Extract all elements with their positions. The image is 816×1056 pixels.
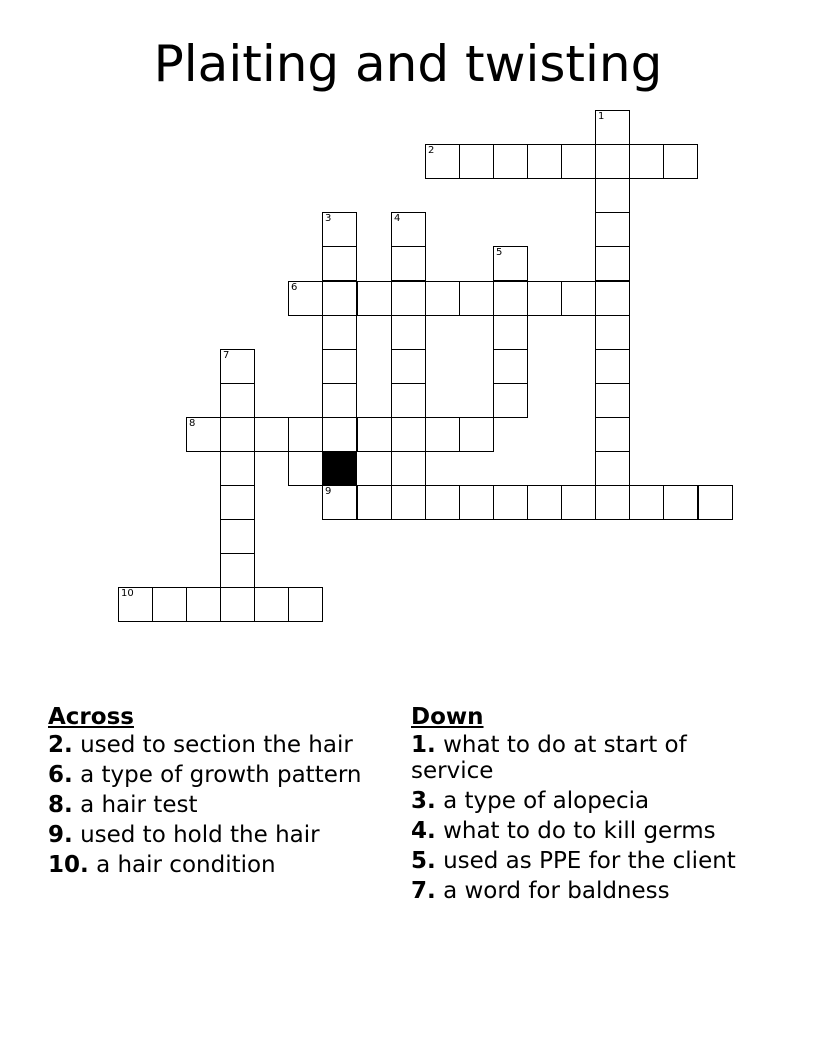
across-clue xyxy=(48,852,378,878)
down-clue xyxy=(411,878,751,904)
clue-text: used to hold the hair xyxy=(80,822,320,848)
grid-cell[interactable] xyxy=(322,212,357,247)
grid-cell[interactable] xyxy=(629,485,664,520)
clue-number: 9. xyxy=(48,822,73,848)
clue-text: used to section the hair xyxy=(80,732,353,758)
across-clue xyxy=(48,792,378,818)
grid-cell[interactable] xyxy=(220,383,255,418)
down-clue xyxy=(411,732,751,784)
clue-number-label: 6 xyxy=(291,282,298,293)
grid-cell[interactable] xyxy=(186,587,221,622)
clue-text: a word for baldness xyxy=(443,878,670,904)
grid-cell[interactable] xyxy=(152,587,187,622)
clue-number-label: 9 xyxy=(325,486,332,497)
grid-cell[interactable] xyxy=(595,315,630,350)
clue-text: a type of alopecia xyxy=(443,788,650,814)
grid-cell[interactable] xyxy=(425,281,460,316)
clue-text: used as PPE for the client xyxy=(443,848,736,874)
grid-cell[interactable] xyxy=(493,246,528,281)
grid-cell[interactable] xyxy=(357,281,392,316)
grid-cell[interactable] xyxy=(459,417,494,452)
clue-number: 3. xyxy=(411,788,436,814)
clue-text: a hair test xyxy=(80,792,198,818)
grid-cell[interactable] xyxy=(220,417,255,452)
clue-number: 5. xyxy=(411,848,436,874)
clue-number-label: 3 xyxy=(325,213,332,224)
down-clue-list xyxy=(411,732,751,904)
grid-cell[interactable] xyxy=(391,349,426,384)
down-clue xyxy=(411,818,751,844)
clue-text: what to do at start of service xyxy=(411,732,687,784)
across-clue xyxy=(48,822,378,848)
clue-text: a hair condition xyxy=(96,852,276,878)
grid-cell[interactable] xyxy=(663,485,698,520)
grid-cell[interactable] xyxy=(527,485,562,520)
grid-cell[interactable] xyxy=(288,281,323,316)
clue-text: what to do to kill germs xyxy=(443,818,716,844)
grid-cell[interactable] xyxy=(698,485,733,520)
grid-cell[interactable] xyxy=(288,451,323,486)
grid-cell[interactable] xyxy=(629,144,664,179)
grid-cell[interactable] xyxy=(322,281,357,316)
grid-cell[interactable] xyxy=(595,144,630,179)
grid-cell[interactable] xyxy=(254,417,289,452)
grid-cell[interactable] xyxy=(186,417,221,452)
clue-number: 2. xyxy=(48,732,73,758)
grid-cell[interactable] xyxy=(322,315,357,350)
grid-cell[interactable] xyxy=(459,281,494,316)
down-clue xyxy=(411,788,751,814)
clue-number-label: 10 xyxy=(121,588,134,599)
clue-number: 7. xyxy=(411,878,436,904)
grid-cell[interactable] xyxy=(595,383,630,418)
down-heading: Down xyxy=(411,704,484,730)
grid-cell[interactable] xyxy=(595,178,630,213)
grid-cell[interactable] xyxy=(425,144,460,179)
grid-cell[interactable] xyxy=(220,587,255,622)
grid-cell[interactable] xyxy=(561,281,596,316)
grid-cell[interactable] xyxy=(357,485,392,520)
across-heading: Across xyxy=(48,704,134,730)
grid-cell[interactable] xyxy=(391,281,426,316)
grid-cell[interactable] xyxy=(493,315,528,350)
across-clue xyxy=(48,762,378,788)
grid-cell[interactable] xyxy=(493,144,528,179)
down-clues xyxy=(411,703,751,908)
black-square xyxy=(322,451,357,486)
page-title: Plaiting and twisting xyxy=(153,35,663,93)
grid-cell[interactable] xyxy=(118,587,153,622)
down-clue xyxy=(411,848,751,874)
grid-cell[interactable] xyxy=(254,587,289,622)
clue-text: a type of growth pattern xyxy=(80,762,362,788)
grid-cell[interactable] xyxy=(595,349,630,384)
grid-cell[interactable] xyxy=(561,485,596,520)
across-clue-list xyxy=(48,732,378,878)
grid-cell[interactable] xyxy=(425,417,460,452)
across-clue xyxy=(48,732,378,758)
grid-cell[interactable] xyxy=(391,246,426,281)
grid-cell[interactable] xyxy=(391,315,426,350)
clue-number: 6. xyxy=(48,762,73,788)
clue-number-label: 4 xyxy=(394,213,401,224)
grid-cell[interactable] xyxy=(595,212,630,247)
grid-cell[interactable] xyxy=(220,451,255,486)
grid-cell[interactable] xyxy=(391,212,426,247)
clue-number: 8. xyxy=(48,792,73,818)
grid-cell[interactable] xyxy=(527,144,562,179)
grid-cell[interactable] xyxy=(288,587,323,622)
clue-number-label: 1 xyxy=(598,111,605,122)
grid-cell[interactable] xyxy=(493,281,528,316)
grid-cell[interactable] xyxy=(391,451,426,486)
grid-cell[interactable] xyxy=(322,417,357,452)
grid-cell[interactable] xyxy=(357,417,392,452)
grid-cell[interactable] xyxy=(425,485,460,520)
grid-cell[interactable] xyxy=(663,144,698,179)
grid-cell[interactable] xyxy=(459,485,494,520)
grid-cell[interactable] xyxy=(322,485,357,520)
grid-cell[interactable] xyxy=(595,451,630,486)
grid-cell[interactable] xyxy=(322,246,357,281)
grid-cell[interactable] xyxy=(322,383,357,418)
grid-cell[interactable] xyxy=(493,349,528,384)
grid-cell[interactable] xyxy=(220,519,255,554)
grid-cell[interactable] xyxy=(288,417,323,452)
clue-number-label: 7 xyxy=(223,350,230,361)
clue-number: 10. xyxy=(48,852,89,878)
grid-cell[interactable] xyxy=(561,144,596,179)
grid-cell[interactable] xyxy=(595,417,630,452)
grid-cell[interactable] xyxy=(391,417,426,452)
clue-number-label: 2 xyxy=(428,145,435,156)
grid-cell[interactable] xyxy=(322,349,357,384)
grid-cell[interactable] xyxy=(220,485,255,520)
clue-number-label: 5 xyxy=(496,247,503,258)
grid-cell[interactable] xyxy=(391,383,426,418)
grid-cell[interactable] xyxy=(595,110,630,145)
clue-number: 4. xyxy=(411,818,436,844)
grid-cell[interactable] xyxy=(527,281,562,316)
grid-cell[interactable] xyxy=(595,281,630,316)
grid-cell[interactable] xyxy=(459,144,494,179)
grid-cell[interactable] xyxy=(493,485,528,520)
grid-cell[interactable] xyxy=(220,349,255,384)
grid-cell[interactable] xyxy=(220,553,255,588)
clue-number: 1. xyxy=(411,732,436,758)
across-clues xyxy=(48,703,378,882)
grid-cell[interactable] xyxy=(595,246,630,281)
grid-cell[interactable] xyxy=(595,485,630,520)
grid-cell[interactable] xyxy=(493,383,528,418)
grid-cell[interactable] xyxy=(391,485,426,520)
clue-number-label: 8 xyxy=(189,418,196,429)
